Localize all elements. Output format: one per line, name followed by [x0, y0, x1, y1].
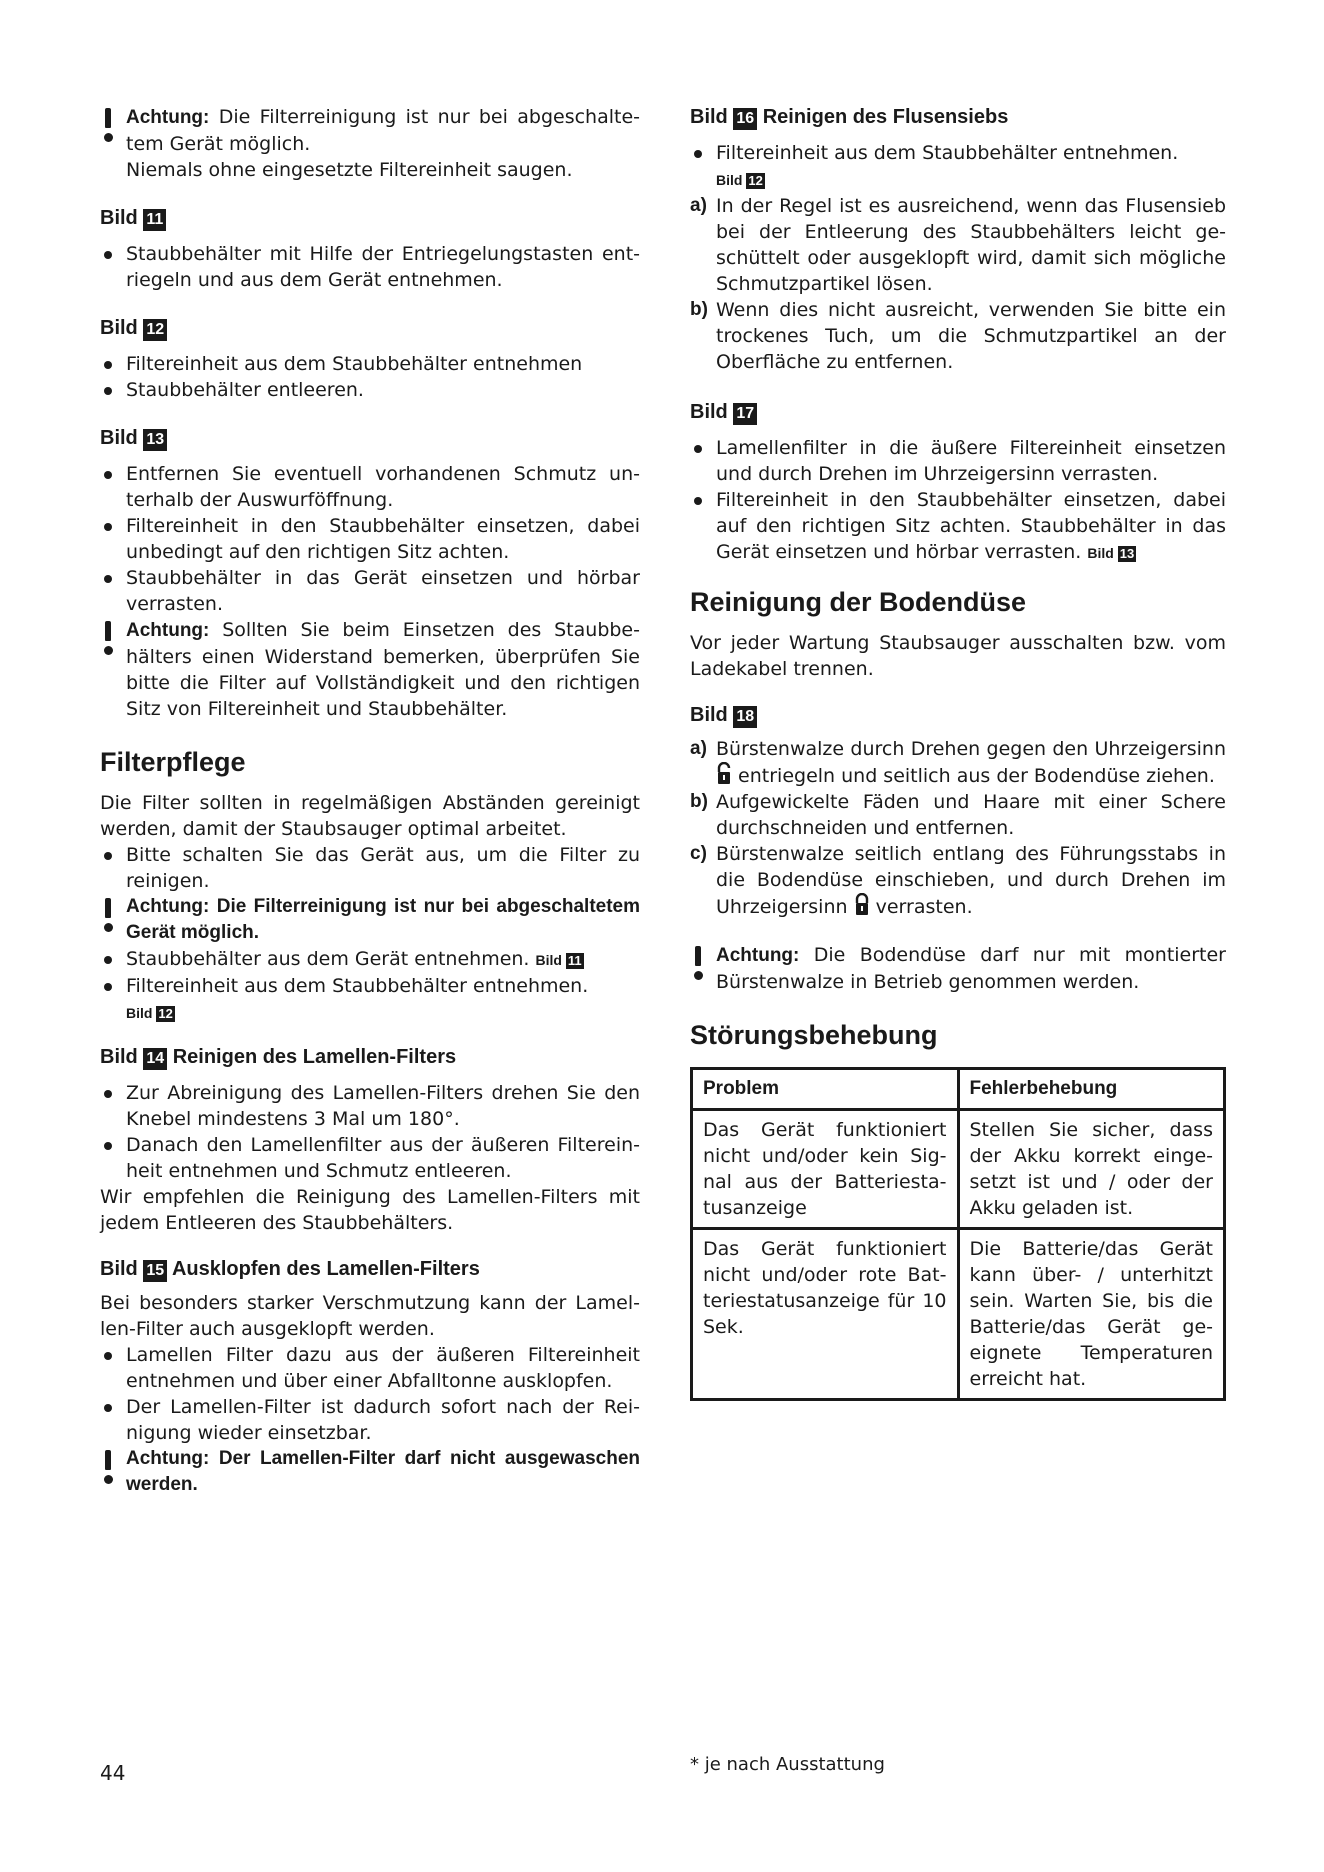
column-header-fix: Fehlerbehebung — [958, 1069, 1225, 1110]
table-cell: Das Gerät funktioniert nicht und/oder rote Batteriestatusanzeige für 10 Sek. — [692, 1229, 959, 1400]
step-list — [690, 193, 1226, 375]
bullet-list — [100, 461, 640, 617]
figure-number-badge: 16 — [733, 108, 757, 130]
step-item: c) Bürstenwalze seitlich entlang des Führungsstabs in die Bodendüse einschieben, und durch Drehen im Uhrzeigersinn verrasten. — [690, 843, 1226, 918]
table-row — [692, 1229, 1225, 1400]
figure-number-badge: 13 — [143, 429, 167, 451]
figure-number-badge: 18 — [733, 706, 757, 728]
warning-icon — [102, 108, 114, 150]
section-heading: Filterpflege — [100, 747, 246, 777]
figure-reference: Bild 12 — [100, 315, 640, 341]
list-item: Filtereinheit in den Staubbehälter einsetzen, dabei auf den richtigen Sitz achten. Staubbehälter in das Gerät einsetzen und hörbar verrasten. Bild 13 — [690, 487, 1226, 566]
figure-number-badge: 17 — [733, 403, 757, 425]
warning-note: Achtung: Der Lamellen-Filter darf nicht ausgewaschen werden. — [100, 1446, 640, 1498]
bullet-list — [100, 842, 640, 894]
figure-reference: Bild 11 — [100, 205, 640, 231]
bullet-list — [100, 1080, 640, 1184]
bullet-list — [100, 241, 640, 293]
warning-icon — [692, 946, 704, 988]
list-item: Zur Abreinigung des Lamellen-Filters drehen Sie den Knebel mindestens 3 Mal um 180°. — [100, 1080, 640, 1132]
list-item: Filtereinheit aus dem Staubbehälter entnehmen. Bild 12 — [100, 973, 640, 1026]
table-row — [692, 1110, 1225, 1229]
warning-icon — [102, 898, 114, 940]
figure-number-badge: 15 — [143, 1260, 167, 1282]
section-heading: Reinigung der Bodendüse — [690, 587, 1027, 617]
table-cell: Stellen Sie sicher, dass der Akku korrekt eingesetzt ist und / oder der Akku geladen ist. — [958, 1110, 1225, 1229]
paragraph: Die Filter sollten in regelmäßigen Abständen gereinigt werden, damit der Staubsauger optimal arbeitet. — [100, 792, 640, 840]
page-number: 44 — [100, 1761, 126, 1785]
bullet-list — [100, 946, 640, 1026]
footnote: * je nach Ausstattung — [690, 1754, 885, 1775]
figure-reference: Bild 12 — [716, 172, 763, 188]
step-item: a) In der Regel ist es ausreichend, wenn das Flusensieb bei der Entleerung des Staubbehälters leicht geschüttelt oder ausgeklopft wird, damit sich mögliche Schmutzpartikel lösen. — [690, 195, 1226, 295]
step-list — [690, 736, 1226, 920]
list-item: Lamellenfilter in die äußere Filtereinheit einsetzen und durch Drehen im Uhrzeigersinn verrasten. — [690, 435, 1226, 487]
unlock-icon — [716, 762, 732, 786]
list-item: Der Lamellen-Filter ist dadurch sofort nach der Reinigung wieder einsetzbar. — [100, 1394, 640, 1446]
warning-icon — [102, 1450, 114, 1492]
figure-number-badge: 14 — [143, 1048, 167, 1070]
step-item: b) Wenn dies nicht ausreicht, verwenden Sie bitte ein trockenes Tuch, um die Schmutzpartikel an der Oberfläche zu entfernen. — [690, 299, 1226, 373]
list-item: Staubbehälter mit Hilfe der Entriegelungstasten entriegeln und aus dem Gerät entnehmen. — [100, 241, 640, 293]
paragraph: Wir empfehlen die Reinigung des Lamellen-Filters mit jedem Entleeren des Staubbehälters. — [100, 1186, 640, 1234]
list-item: Bitte schalten Sie das Gerät aus, um die Filter zu reinigen. — [100, 842, 640, 894]
list-item: Filtereinheit in den Staubbehälter einsetzen, dabei unbedingt auf den richtigen Sitz achten. — [100, 513, 640, 565]
bullet-list — [100, 1342, 640, 1446]
bullet-list — [690, 435, 1226, 566]
figure-number-badge: 12 — [143, 319, 167, 341]
figure-heading: Bild 16 Reinigen des Flusensiebs — [690, 106, 1009, 128]
table-cell: Die Batterie/das Gerät kann über- / unterhitzt sein. Warten Sie, bis die Batterie/das Gerät geeignete Temperaturen erreicht hat. — [958, 1229, 1225, 1400]
figure-number-badge: 12 — [158, 1006, 173, 1021]
figure-heading: Bild 14 Reinigen des Lamellen-Filters — [100, 1046, 457, 1068]
table-header-row — [692, 1069, 1225, 1110]
figure-reference: Bild 13 — [1087, 545, 1135, 561]
column-header-problem: Problem — [692, 1069, 959, 1110]
step-item: a) Bürstenwalze durch Drehen gegen den Uhrzeigersinn entriegeln und seitlich aus der Bodendüse ziehen. — [690, 738, 1226, 787]
figure-number-badge: 11 — [567, 953, 582, 968]
paragraph: Bei besonders starker Verschmutzung kann der Lamellen-Filter auch ausgeklopft werden. — [100, 1292, 640, 1340]
troubleshooting-table — [690, 1067, 1226, 1401]
list-item: Filtereinheit aus dem Staubbehälter entnehmen. Bild 12 — [690, 140, 1226, 193]
step-item: b) Aufgewickelte Fäden und Haare mit einer Schere durchschneiden und entfernen. — [690, 791, 1226, 839]
list-item: Staubbehälter entleeren. — [100, 377, 640, 403]
figure-reference: Bild 17 — [690, 399, 1226, 425]
list-item: Staubbehälter in das Gerät einsetzen und hörbar verrasten. — [100, 565, 640, 617]
right-column — [690, 104, 1226, 1401]
bullet-list — [100, 351, 640, 403]
warning-note: Achtung: Sollten Sie beim Einsetzen des Staubbehälters einen Widerstand bemerken, überprüfen Sie bitte die Filter auf Vollständigkeit und den richtigen Sitz von Filtereinheit und Staubbehälter. — [100, 617, 640, 722]
figure-reference: Bild 18 — [690, 702, 1226, 728]
paragraph: Vor jeder Wartung Staubsauger ausschalten bzw. vom Ladekabel trennen. — [690, 632, 1226, 680]
list-item: Staubbehälter aus dem Gerät entnehmen. Bild 11 — [100, 946, 640, 973]
left-column — [100, 104, 640, 1498]
figure-reference: Bild 11 — [535, 952, 582, 968]
figure-heading: Bild 15 Ausklopfen des Lamellen-Filters — [100, 1258, 480, 1280]
list-item: Entfernen Sie eventuell vorhandenen Schmutz unterhalb der Auswurföffnung. — [100, 461, 640, 513]
section-heading: Störungsbehebung — [690, 1020, 938, 1050]
warning-note: Achtung: Die Filterreinigung ist nur bei abgeschaltetem Gerät möglich. — [100, 894, 640, 946]
list-item: Danach den Lamellenfilter aus der äußeren Filtereinheit entnehmen und Schmutz entleeren. — [100, 1132, 640, 1184]
figure-reference: Bild 13 — [100, 425, 640, 451]
figure-number-badge: 12 — [748, 173, 763, 188]
table-cell: Das Gerät funktioniert nicht und/oder kein Signal aus der Batteriestatusanzeige — [692, 1110, 959, 1229]
figure-number-badge: 13 — [1119, 546, 1135, 561]
lock-icon — [854, 893, 870, 917]
warning-note: Achtung: Die Filterreinigung ist nur bei abgeschaltetem Gerät möglich. Niemals ohne eingesetzte Filtereinheit saugen. — [100, 104, 640, 183]
figure-number-badge: 11 — [143, 209, 166, 231]
figure-reference: Bild 12 — [126, 1005, 173, 1021]
list-item: Filtereinheit aus dem Staubbehälter entnehmen — [100, 351, 640, 377]
bullet-list — [690, 140, 1226, 193]
warning-note: Achtung: Die Bodendüse darf nur mit montierter Bürstenwalze in Betrieb genommen werden. — [690, 942, 1226, 995]
warning-icon — [102, 621, 114, 663]
list-item: Lamellen Filter dazu aus der äußeren Filtereinheit entnehmen und über einer Abfalltonne ausklopfen. — [100, 1342, 640, 1394]
